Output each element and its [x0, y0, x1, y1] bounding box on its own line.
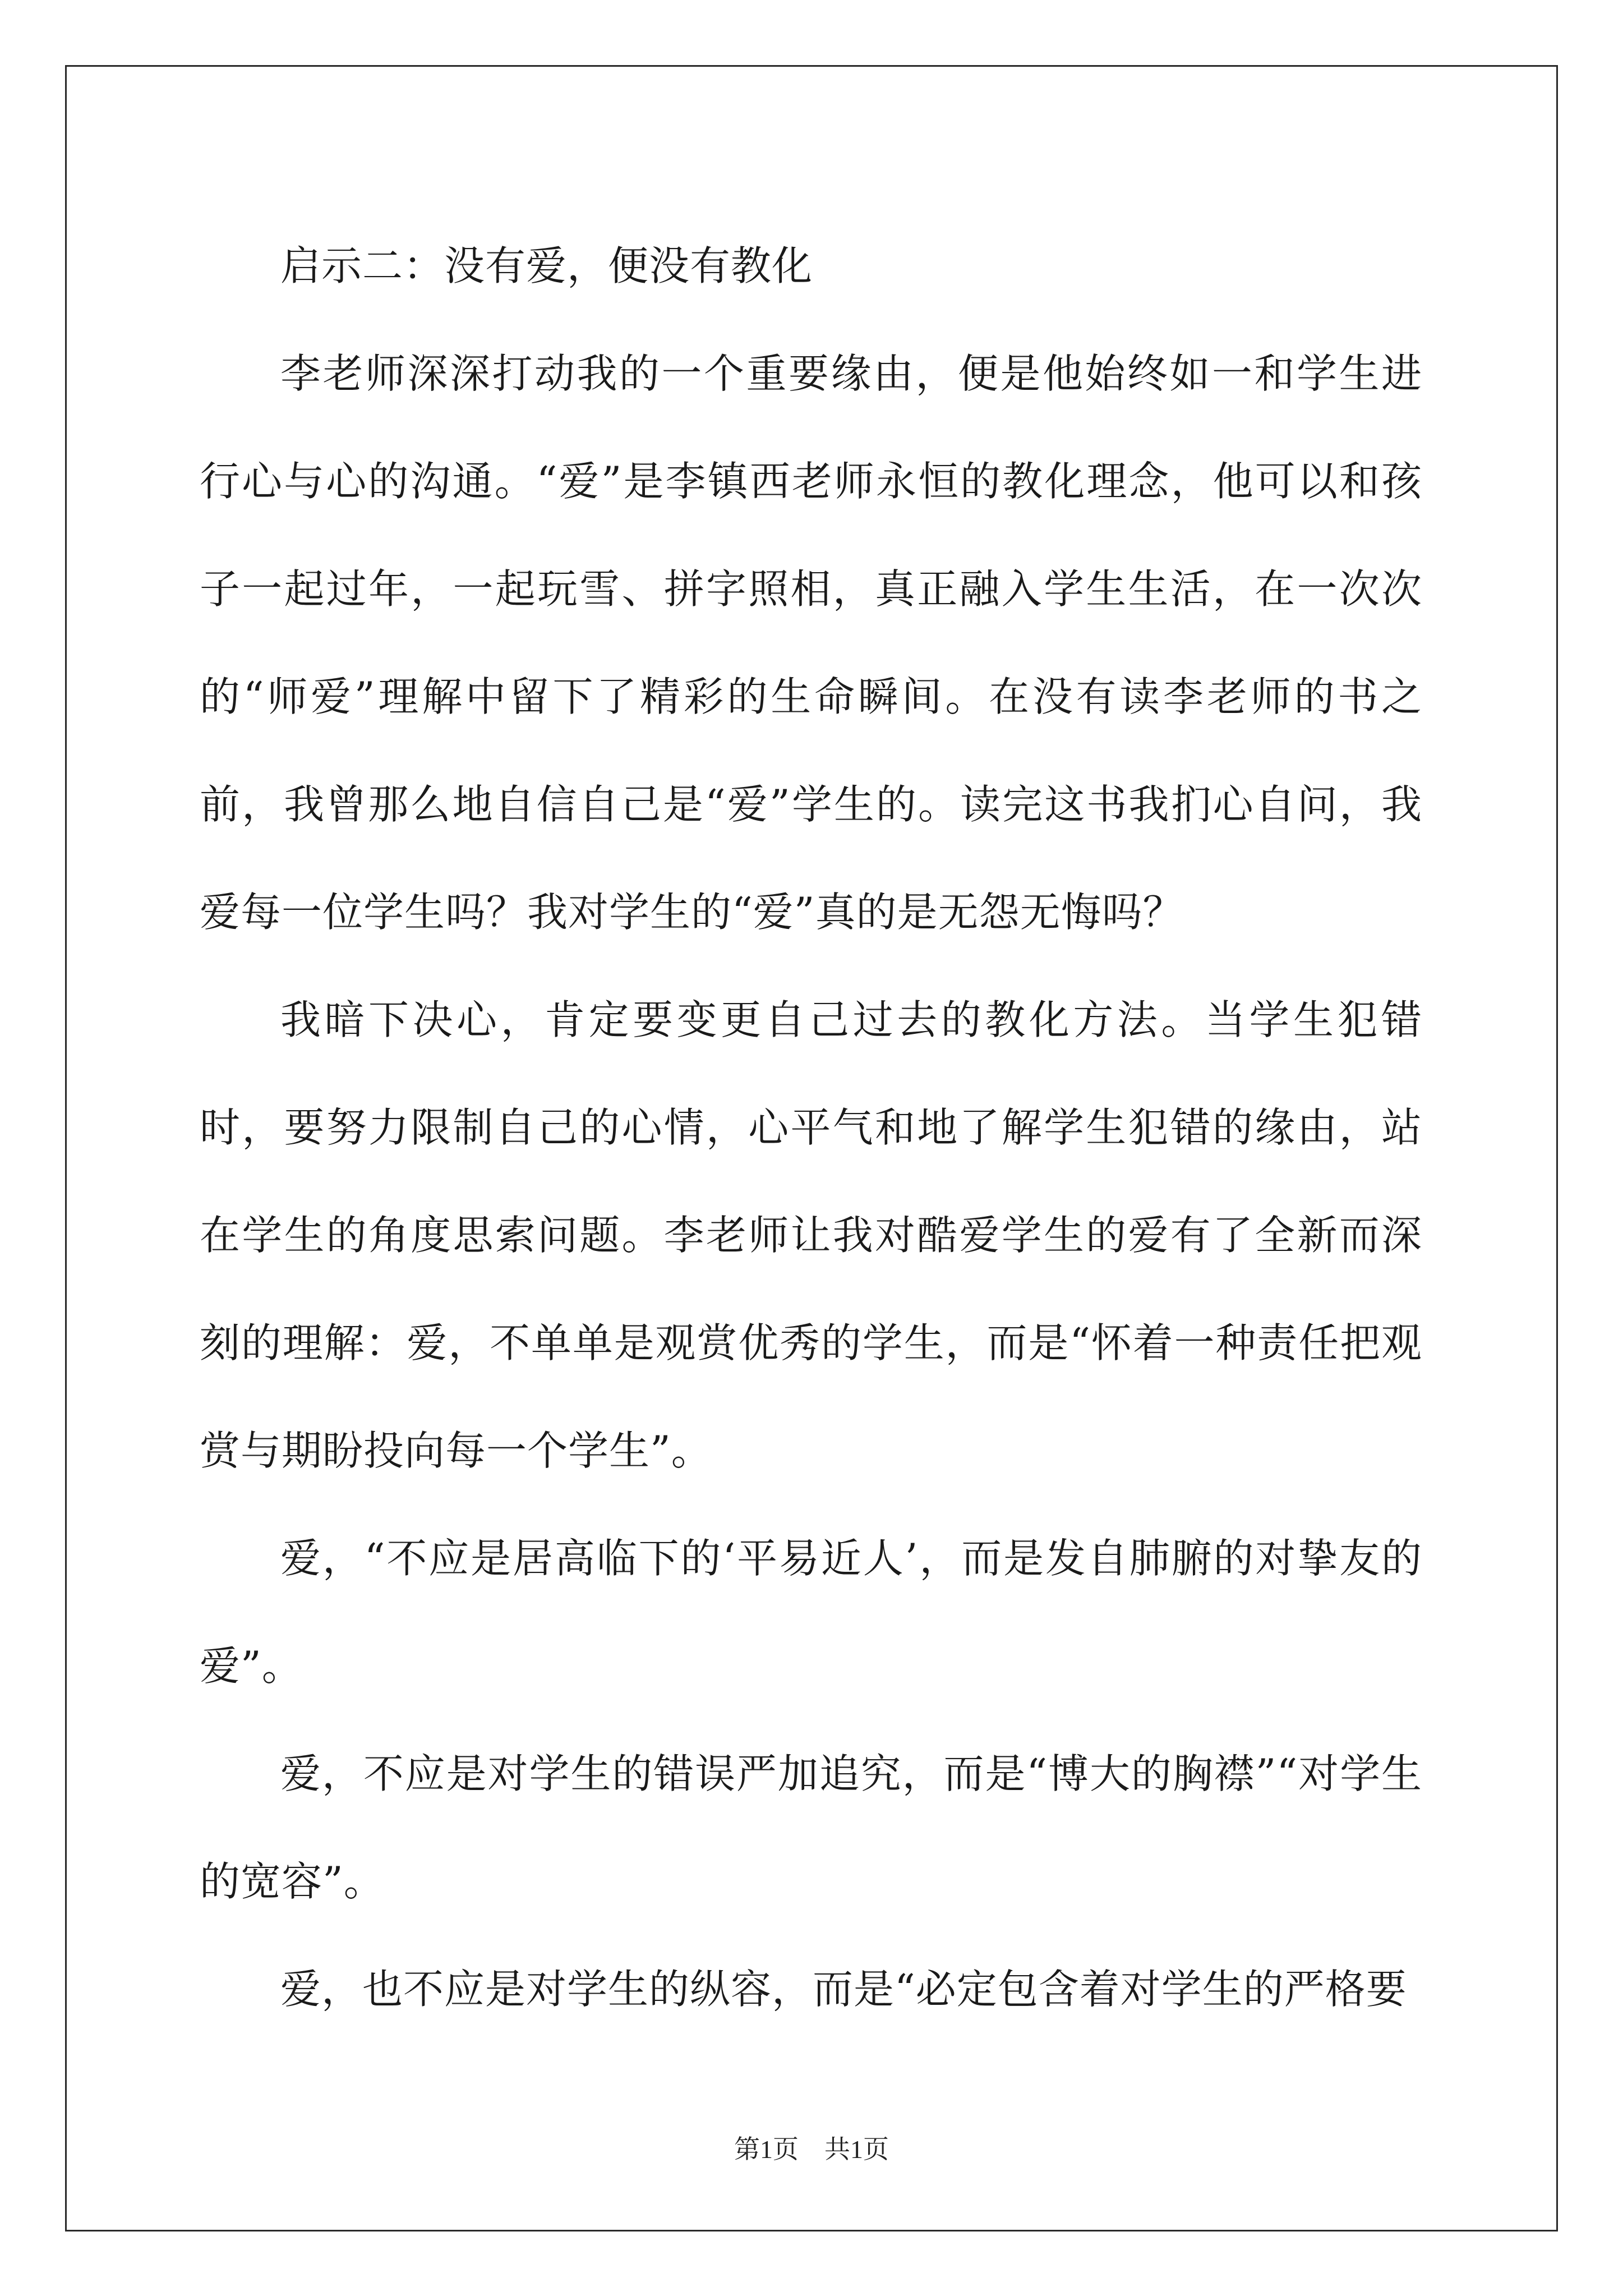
paragraph-1: 李老师深深打动我的一个重要缘由，便是他始终如一和学生进行心与心的沟通。“爱”是李镇西老师永恒的教化理念，他可以和孩子一起过年，一起玩雪、拼字照相，真正融入学生生活，在一次次的“师爱”理解中留下了精彩的生命瞬间。在没有读李老师的书之前，我曾那么地自信自己是“爱”学生的。读完这书我扪心自问，我爱每一位学生吗？我对学生的“爱”真的是无怨无悔吗？	[200, 350, 1422, 936]
document-body	[200, 212, 1422, 2043]
paragraph-2: 我暗下决心，肯定要变更自己过去的教化方法。当学生犯错时，要努力限制自己的心情，心平气和地了解学生犯错的缘由，站在学生的角度思索问题。李老师让我对酷爱学生的爱有了全新而深刻的理解：爱，不单单是观赏优秀的学生，而是“怀着一种责任把观赏与期盼投向每一个学生”。	[200, 996, 1422, 1474]
paragraph-3: 爱，“不应是居高临下的‘平易近人’，而是发自肺腑的对挚友的爱”。	[200, 1535, 1422, 1690]
section-heading: 启示二：没有爱，便没有教化	[280, 242, 813, 289]
paragraph-5: 爱，也不应是对学生的纵容，而是“必定包含着对学生的严格要	[280, 1966, 1407, 2013]
page-number-footer: 第1页 共1页	[734, 2135, 889, 2164]
paragraph-4: 爱，不应是对学生的错误严加追究，而是“博大的胸襟”“对学生的宽容”。	[200, 1750, 1422, 1905]
